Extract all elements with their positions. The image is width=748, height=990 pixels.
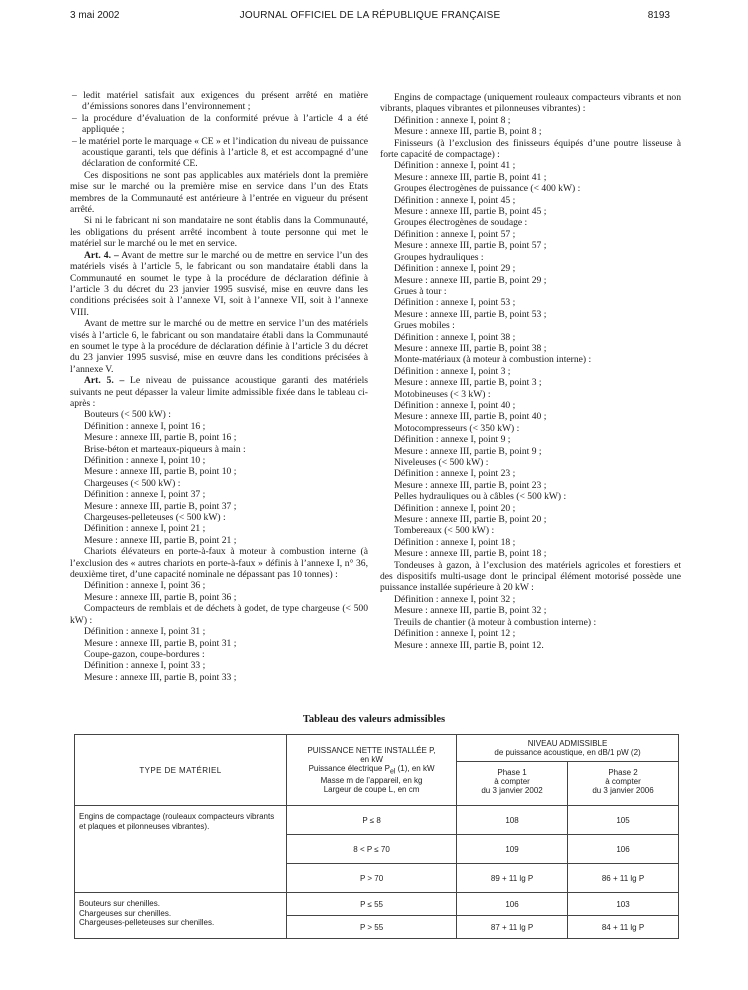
paragraph (380, 560, 681, 594)
paragraph (380, 434, 681, 445)
paragraph-text: Mesure : annexe III, partie B, point 37 ; (84, 500, 237, 512)
paragraph (70, 432, 368, 443)
phase-1-label: Phase 1 (497, 768, 527, 777)
paragraph (70, 250, 368, 318)
paragraph (380, 138, 681, 161)
phase-2-cell: 103 (568, 893, 679, 916)
paragraph (380, 366, 681, 377)
paragraph-text: Coupe-gazon, coupe-bordures : (84, 648, 205, 660)
issue-date: 3 mai 2002 (70, 10, 120, 21)
power-cell: P ≤ 8 (287, 806, 457, 835)
paragraph-text: Définition : annexe I, point 45 ; (394, 194, 516, 206)
paragraph-text: Définition : annexe I, point 36 ; (84, 580, 206, 592)
paragraph (380, 183, 681, 194)
phase-1-cell: 108 (457, 806, 568, 835)
paragraph (70, 546, 368, 580)
paragraph (380, 457, 681, 468)
header-admissible-level-line2: de puissance acoustique, en dB/1 pW (2) (494, 748, 641, 757)
paragraph-text: Définition : annexe I, point 18 ; (394, 536, 516, 548)
header-cut-width: Largeur de coupe L, en cm (323, 785, 420, 795)
header-electric-power-subscript: el (389, 768, 396, 776)
paragraph-text: Définition : annexe I, point 57 ; (394, 228, 516, 240)
paragraph (70, 638, 368, 649)
paragraph (70, 215, 368, 249)
paragraph (70, 489, 368, 500)
paragraph (380, 423, 681, 434)
paragraph-text: Définition : annexe I, point 12 ; (394, 628, 516, 640)
paragraph-text: Avant de mettre sur le marché ou de mettre en service l’un des matériels visés à l’article 6, le fabricant ou son mandataire établi dans la Communauté en soumet le type à la procédure de déclaration définie à l’article 3 du décret du 23 janvier 1995 susvisé, mise en œuvre dans les conditions précisées à l’annexe V. (70, 318, 368, 375)
phase-2-cell: 84 + 11 lg P (568, 916, 679, 939)
paragraph (70, 626, 368, 637)
paragraph-text: Définition : annexe I, point 53 ; (394, 297, 516, 309)
journal-title: JOURNAL OFFICIEL DE LA RÉPUBLIQUE FRANÇAISE (239, 10, 501, 21)
paragraph (70, 535, 368, 546)
paragraph-text: Si ni le fabricant ni son mandataire ne sont établis dans la Communauté, les obligations du présent arrêté incombent à toute personne qui met le matériel sur le marché ou le met en service. (70, 215, 368, 250)
paragraph-text: Groupes électrogènes de puissance (< 400 kW) : (394, 183, 581, 195)
material-tracked-dozers: Bouteurs sur chenilles. (79, 899, 160, 908)
paragraph (380, 514, 681, 525)
paragraph (380, 605, 681, 616)
power-cell: 8 < P ≤ 70 (287, 835, 457, 864)
paragraph-text: Définition : annexe I, point 41 ; (394, 160, 516, 172)
paragraph (380, 229, 681, 240)
paragraph-text: Chargeuses (< 500 kW) : (84, 477, 181, 489)
paragraph-text: Définition : annexe I, point 38 ; (394, 331, 516, 343)
page-header (70, 10, 670, 24)
phase-2-cell: 105 (568, 806, 679, 835)
phase-2-from: à compter (605, 777, 641, 786)
paragraph-text: Motocompresseurs (< 350 kW) : (394, 422, 520, 434)
paragraph-text: Compacteurs de remblais et de déchets à godet, de type chargeuse (< 500 kW) : (70, 603, 368, 626)
material-tracked-backhoe-loaders: Chargeuses-pelleteuses sur chenilles. (79, 918, 215, 927)
power-cell: P > 55 (287, 916, 457, 939)
paragraph-text: Mesure : annexe III, partie B, point 16 ; (84, 432, 237, 444)
paragraph-text: Mesure : annexe III, partie B, point 32 ; (394, 605, 547, 617)
paragraph-text: Bouteurs (< 500 kW) : (84, 409, 171, 421)
paragraph-text: Monte-matériaux (à moteur à combustion interne) : (394, 354, 592, 366)
left-column (70, 90, 368, 683)
article-heading: Art. 5. – (84, 375, 125, 387)
paragraph-text: Mesure : annexe III, partie B, point 38 ; (394, 342, 547, 354)
paragraph-text: Engins de compactage (uniquement rouleaux compacteurs vibrants et non vibrants, plaques vibrantes et pilonneuses vibrantes) : (380, 92, 681, 115)
paragraph-text: Définition : annexe I, point 9 ; (394, 434, 511, 446)
paragraph (380, 640, 681, 651)
paragraph (70, 170, 368, 216)
paragraph-text: Niveleuses (< 500 kW) : (394, 457, 489, 468)
paragraph (380, 446, 681, 457)
paragraph-text: Avant de mettre sur le marché ou de mettre en service l’un des matériels visés à l’article 5, le fabricant ou son mandataire établi dans la Communauté en soumet le type à la procédure de déclaration définie à l’article 3 du décret du 23 janvier 1995 susvisé, mise en œuvre dans les conditions précisées soit à l’annexe VI, soit à l’annexe VII, soit à l’annexe VIII. (70, 249, 369, 318)
header-electric-power (289, 764, 454, 777)
phase-2-date: du 3 janvier 2006 (592, 786, 654, 795)
paragraph-text: Définition : annexe I, point 32 ; (394, 593, 516, 605)
paragraph-text: Définition : annexe I, point 16 ; (84, 420, 206, 432)
paragraph-text: Ces dispositions ne sont pas applicables aux matériels dont la première mise sur le marché ou la première mise en service dans l’un des Etats membres de la Communauté est antérieure à l’entrée en vigueur du présent arrêté. (70, 169, 368, 216)
material-tracked-machines (75, 893, 287, 939)
paragraph-text: Mesure : annexe III, partie B, point 3 ; (394, 377, 542, 389)
header-admissible-level (457, 735, 679, 762)
paragraph-text: Mesure : annexe III, partie B, point 20 ; (394, 514, 547, 526)
paragraph-text: Tondeuses à gazon, à l’exclusion des matériels agricoles et forestiers et des dispositifs multi-usage dont le principal élément motorisé possède une puissance installée supérieure à 20 kW : (380, 559, 681, 594)
paragraph (380, 594, 681, 605)
paragraph (70, 603, 368, 626)
phase-2-cell: 86 + 11 lg P (568, 864, 679, 893)
paragraph (70, 478, 368, 489)
paragraph-text: Mesure : annexe III, partie B, point 29 ; (394, 274, 547, 286)
paragraph-text: Définition : annexe I, point 33 ; (84, 660, 206, 672)
paragraph (380, 126, 681, 137)
paragraph (380, 160, 681, 171)
page-number: 8193 (647, 10, 670, 21)
table-row (75, 893, 679, 916)
paragraph (380, 617, 681, 628)
paragraph (380, 172, 681, 183)
phase-1-cell: 87 + 11 lg P (457, 916, 568, 939)
phase-1-date: du 3 janvier 2002 (481, 786, 543, 795)
paragraph (70, 672, 368, 683)
paragraph-text: Chariots élévateurs en porte-à-faux à moteur à combustion interne (à l’exclusion des « autres chariots en porte-à-faux » définis à l’annexe I, n° 36, deuxième tiret, d’une capacité nominale ne dépassant pas 10 tonnes) : (70, 546, 368, 581)
paragraph (70, 318, 368, 375)
paragraph (70, 421, 368, 432)
paragraph (380, 400, 681, 411)
paragraph (380, 320, 681, 331)
paragraph-text: Mesure : annexe III, partie B, point 53 ; (394, 308, 547, 320)
paragraph-text: Grues mobiles : (394, 320, 455, 332)
paragraph-text: Finisseurs (à l’exclusion des finisseurs équipés d’une poutre lisseuse à forte capacité de compactage) : (380, 137, 681, 161)
paragraph (70, 501, 368, 512)
phase-1-cell: 89 + 11 lg P (457, 864, 568, 893)
paragraph (380, 275, 681, 286)
paragraph (380, 263, 681, 274)
phase-1-cell: 109 (457, 835, 568, 864)
paragraph-text: Mesure : annexe III, partie B, point 18 ; (394, 548, 547, 560)
header-net-power (287, 735, 457, 806)
paragraph (70, 512, 368, 523)
paragraph (380, 537, 681, 548)
paragraph-text: Grues à tour : (394, 285, 447, 297)
power-cell: P ≤ 55 (287, 893, 457, 916)
paragraph-text: Mesure : annexe III, partie B, point 8 ; (394, 126, 542, 138)
paragraph-text: Mesure : annexe III, partie B, point 10 ; (84, 466, 237, 478)
paragraph (70, 580, 368, 591)
paragraph (380, 628, 681, 639)
paragraph (380, 252, 681, 263)
paragraph-text: Mesure : annexe III, partie B, point 57 ; (394, 240, 547, 252)
paragraph-text: Définition : annexe I, point 29 ; (394, 263, 516, 275)
paragraph-text: Mesure : annexe III, partie B, point 41 ; (394, 171, 547, 183)
paragraph-text: Chargeuses-pelleteuses (< 500 kW) : (84, 512, 226, 524)
header-net-power-line1: PUISSANCE NETTE INSTALLÉE P, (307, 745, 436, 755)
paragraph-text: – la procédure d’évaluation de la conformité prévue à l’article 4 a été appliquée ; (72, 112, 368, 136)
paragraph (70, 409, 368, 420)
paragraph-text: Définition : annexe I, point 40 ; (394, 399, 516, 411)
paragraph-text: – le matériel porte le marquage « CE » et l’indication du niveau de puissance acoustique garanti, tels que définis à l’article 8, et est accompagné d’une déclaration de conformité CE. (72, 135, 368, 170)
paragraph-text: Mesure : annexe III, partie B, point 31 ; (84, 637, 237, 649)
paragraph-text: Motobineuses (< 3 kW) : (394, 388, 491, 400)
table-caption: Tableau des valeurs admissibles (302, 714, 446, 725)
paragraph (380, 195, 681, 206)
paragraph (380, 332, 681, 343)
paragraph-text: Treuils de chantier (à moteur à combustion interne) : (394, 616, 597, 628)
paragraph (380, 92, 681, 115)
paragraph (70, 90, 368, 113)
header-material-type: TYPE DE MATÉRIEL (75, 735, 287, 806)
paragraph (70, 113, 368, 136)
paragraph-text: Définition : annexe I, point 31 ; (84, 626, 206, 638)
paragraph (380, 548, 681, 559)
header-electric-power-label: Puissance électrique P (308, 763, 390, 773)
power-cell: P > 70 (287, 864, 457, 893)
paragraph-text: Brise-béton et marteaux-piqueurs à main : (84, 443, 246, 455)
paragraph-text: Mesure : annexe III, partie B, point 21 ; (84, 534, 237, 546)
paragraph-text: – ledit matériel satisfait aux exigences du présent arrêté en matière d’émissions sonores dans l’environnement ; (72, 90, 368, 113)
paragraph-text: Tombereaux (< 500 kW) : (394, 525, 495, 537)
paragraph-text: Le niveau de puissance acoustique garanti des matériels suivants ne peut dépasser la valeur limite admissible fixée dans le tableau ci-après : (70, 375, 369, 409)
header-phase-2 (568, 762, 679, 806)
phase-2-label: Phase 2 (608, 768, 638, 777)
paragraph (70, 592, 368, 603)
paragraph-text: Définition : annexe I, point 21 ; (84, 523, 206, 535)
paragraph (380, 525, 681, 536)
paragraph-text: Mesure : annexe III, partie B, point 9 ; (394, 445, 542, 457)
paragraph (70, 455, 368, 466)
header-admissible-level-line1: NIVEAU ADMISSIBLE (527, 739, 608, 748)
paragraph-text: Mesure : annexe III, partie B, point 45 ; (394, 206, 547, 218)
paragraph-text: Groupes hydrauliques : (394, 251, 484, 263)
paragraph (380, 377, 681, 388)
header-electric-power-unit: (1), en kW (395, 763, 435, 773)
paragraph-text: Mesure : annexe III, partie B, point 40 ; (394, 411, 547, 423)
header-net-power-line2: en kW (360, 754, 383, 764)
paragraph (70, 466, 368, 477)
paragraph (380, 411, 681, 422)
paragraph-text: Définition : annexe I, point 8 ; (394, 114, 511, 126)
paragraph (380, 480, 681, 491)
paragraph (380, 354, 681, 365)
paragraph-text: Mesure : annexe III, partie B, point 36 ; (84, 591, 237, 603)
paragraph (70, 649, 368, 660)
paragraph (380, 297, 681, 308)
paragraph (380, 240, 681, 251)
article-heading: Art. 4. – (84, 249, 119, 261)
paragraph-text: Mesure : annexe III, partie B, point 12. (394, 639, 544, 651)
paragraph-text: Définition : annexe I, point 23 ; (394, 468, 516, 480)
paragraph (380, 468, 681, 479)
phase-2-cell: 106 (568, 835, 679, 864)
paragraph (380, 343, 681, 354)
admissible-values-table (74, 734, 679, 939)
paragraph (70, 375, 368, 409)
paragraph (380, 503, 681, 514)
paragraph-text: Définition : annexe I, point 10 ; (84, 455, 206, 466)
paragraph (380, 491, 681, 502)
paragraph-text: Définition : annexe I, point 37 ; (84, 489, 206, 501)
material-compacting-equipment: Engins de compactage (rouleaux compacteurs vibrants et plaques et pilonneuses vibrantes). (75, 806, 287, 893)
paragraph (70, 660, 368, 671)
paragraph (380, 309, 681, 320)
paragraph-text: Pelles hydrauliques ou à câbles (< 500 kW) : (394, 491, 567, 503)
paragraph-text: Mesure : annexe III, partie B, point 23 ; (394, 479, 547, 491)
paragraph (70, 444, 368, 455)
header-mass: Masse m de l’appareil, en kg (320, 776, 423, 786)
paragraph-text: Groupes électrogènes de soudage : (394, 217, 528, 229)
paragraph-text: Définition : annexe I, point 3 ; (394, 365, 511, 377)
phase-1-cell: 106 (457, 893, 568, 916)
table-row (75, 806, 679, 835)
right-column (380, 92, 681, 651)
paragraph-text: Définition : annexe I, point 20 ; (394, 502, 516, 514)
paragraph (70, 523, 368, 534)
paragraph-text: Mesure : annexe III, partie B, point 33 ; (84, 671, 237, 683)
header-phase-1 (457, 762, 568, 806)
paragraph (70, 136, 368, 170)
phase-1-from: à compter (494, 777, 530, 786)
paragraph (380, 115, 681, 126)
paragraph (380, 217, 681, 228)
paragraph (380, 286, 681, 297)
paragraph (380, 206, 681, 217)
material-tracked-loaders: Chargeuses sur chenilles. (79, 908, 172, 918)
paragraph (380, 389, 681, 400)
